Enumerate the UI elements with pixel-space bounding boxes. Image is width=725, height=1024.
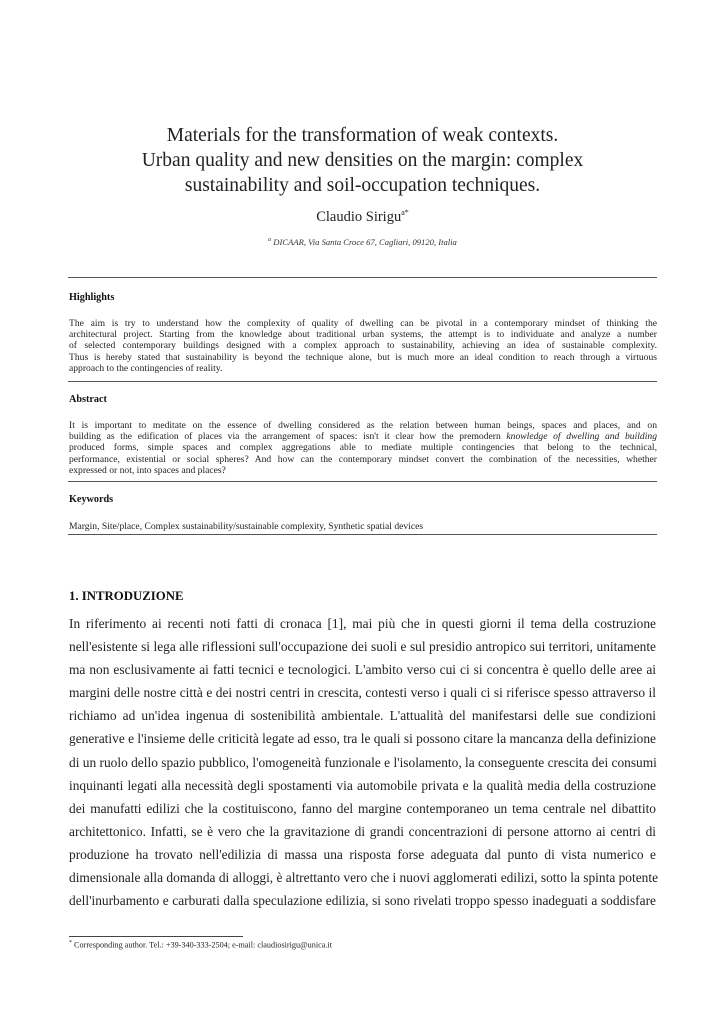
highlights-line: approach to the contingencies of reality.: [69, 362, 223, 374]
affiliation: [0, 237, 725, 247]
highlights-text: [69, 318, 657, 374]
highlights-line: of selected contemporary buildings designed with a complex approach to sustainability, achieving an idea of sustainable complexity.: [69, 340, 657, 352]
affiliation-text: DICAAR, Via Santa Croce 67, Cagliari, 09120, Italia: [271, 237, 457, 247]
divider: [68, 534, 657, 535]
keywords-heading: Keywords: [69, 494, 114, 505]
highlights-line: Thus is hereby stated that sustainability is beyond the technique alone, but is much more an ideal condition to reach through a virtuous: [69, 351, 657, 363]
divider: [68, 381, 657, 382]
author-name: Claudio Sirigu: [316, 208, 402, 225]
divider: [68, 481, 657, 482]
title-line: sustainability and soil-occupation techniques.: [184, 175, 541, 196]
author: [0, 208, 725, 226]
footnote-sup: *: [69, 940, 72, 946]
paper-title: [80, 123, 645, 198]
highlights-line: The aim is try to understand how the complexity of quality of dwelling can be pivotal in a contemporary mindset of thinking the: [69, 318, 657, 329]
abstract-text: [69, 420, 657, 476]
body-line: margini delle nostre città e dei nostri centri in crescita, contesti verso i quali ci si riferisce spesso attraverso il: [69, 685, 656, 701]
section-heading: 1. INTRODUZIONE: [69, 589, 184, 603]
body-line: nell'esistente si lega alle riflessioni sull'occupazione dei suoli e sul presidio antropico sui territori, unitamente: [69, 639, 656, 655]
body-line: inquinanti legati alla necessità degli spostamenti via automobile privata e la qualità media della costruzione: [69, 777, 656, 793]
body-line: In riferimento ai recenti noti fatti di cronaca [1], mai più che in questi giorni il tema della costruzione: [69, 616, 656, 631]
body-line: ma non esclusivamente ai fatti tecnici e tecnologici. L'ambito verso cui ci si concentra è quello delle aree ai: [69, 662, 656, 678]
title-line: Urban quality and new densities on the margin: complex: [141, 150, 584, 171]
abstract-italic-phrase: knowledge of dwelling and building: [506, 431, 657, 443]
body-line: produzione ha trovato nell'edilizia di massa una risposta forse adeguata dal punto di vista numerico e: [69, 846, 656, 862]
keywords-text: [69, 521, 657, 532]
keywords-line: Margin, Site/place, Complex sustainability/sustainable complexity, Synthetic spatial devices: [69, 521, 424, 532]
footnote-divider: [69, 936, 243, 937]
abstract-line-text: building as the edification of places via the arrangement of spaces: isn't it clear how the premodern: [69, 431, 507, 443]
body-line: dimensionale alla domanda di alloggi, è altrettanto vero che i nuovi agglomerati edilizi, sotto la spinta potente: [69, 870, 659, 886]
body-line: generative e l'insieme delle criticità legate ad esso, tra le quali si possono citare la mancanza della definizione: [69, 731, 656, 747]
body-line: di un ruolo dello spazio pubblico, l'omogeneità funzionale e l'isolamento, la conseguente crescita dei consumi: [69, 754, 657, 770]
highlights-line: architectural project. Starting from the knowledge about traditional urban systems, the attempt is to individuate and analyze a number: [69, 329, 657, 341]
abstract-line: performance, existential or social spheres? And how can the contemporary mindset convert the combination of the necessities, whether: [69, 453, 657, 465]
body-line: richiamo ad un'idea ingenua di sostenibilità ambientale. L'attualità del manifestarsi delle sue condizioni: [69, 708, 656, 724]
body-line: dell'inurbamento e carburati dalla speculazione edilizia, si sono rivelati troppo spesso inadeguati a soddisfare: [69, 893, 656, 909]
title-line: Materials for the transformation of weak contexts.: [166, 125, 559, 146]
divider: [68, 277, 657, 278]
abstract-heading: Abstract: [69, 394, 107, 405]
author-sup: a*: [401, 208, 409, 217]
highlights-heading: Highlights: [69, 292, 115, 303]
abstract-line: It is important to meditate on the essence of dwelling considered as the relation between human beings, spaces and places, and on: [69, 420, 657, 431]
abstract-line: [69, 431, 657, 442]
abstract-line: produced forms, simple spaces and complex aggregations able to mediate multiple contingencies that belong to the technical,: [69, 442, 657, 454]
footnote-text: Corresponding author. Tel.: +39-340-333-2504; e-mail: claudiosirigu@unica.it: [72, 940, 332, 950]
body-text: [69, 612, 659, 912]
footnote: [69, 940, 332, 950]
body-line: dei manufatti edilizi che la costituiscono, fanno del margine contemporaneo un tema centrale nel dibattito: [69, 800, 656, 816]
body-line: architettonico. Infatti, se è vero che la gravitazione di grandi concentrazioni di persone attorno ai centri di: [69, 823, 656, 839]
affiliation-sup: a: [268, 237, 272, 244]
abstract-line: expressed or not, into spaces and places?: [69, 464, 226, 476]
